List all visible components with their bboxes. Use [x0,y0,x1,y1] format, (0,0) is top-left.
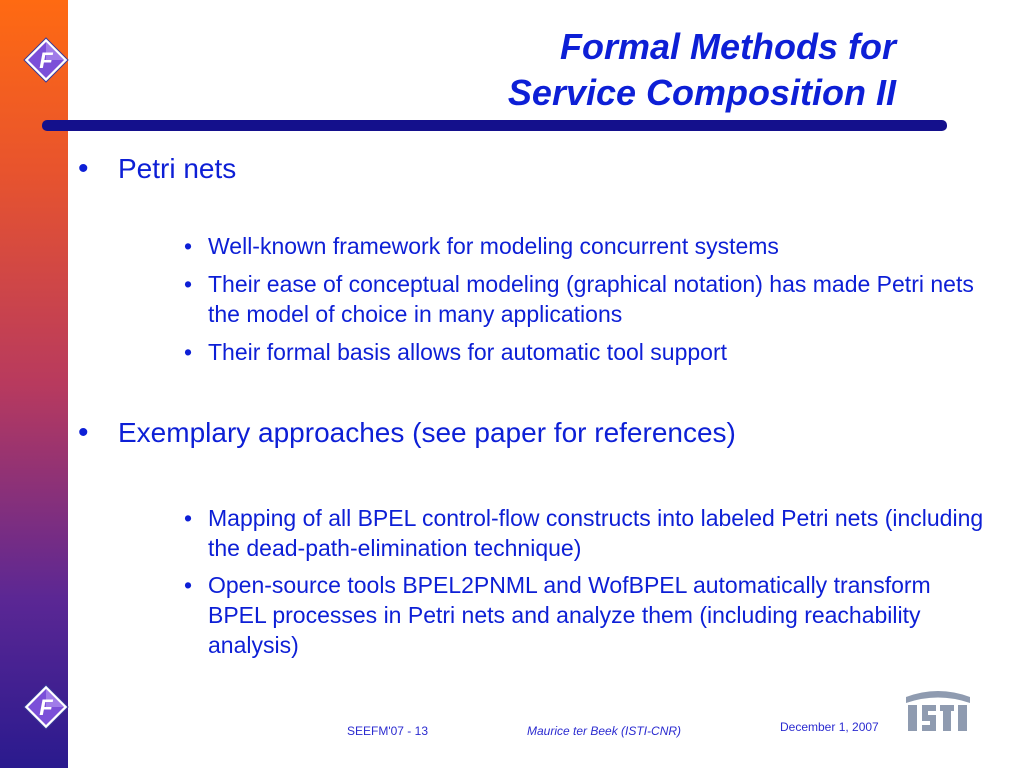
diamond-f-logo-icon [22,683,70,731]
bullet-text: Petri nets [118,153,237,184]
footer-slide-number: SEEFM'07 - 13 [347,724,428,738]
bullet-dot-icon: • [78,152,89,185]
svg-text:F: F [39,695,53,720]
bullet-dot-icon: • [78,416,89,449]
subbullet [184,503,988,563]
isti-logo-icon [902,683,974,737]
subbullet-dot-icon: • [184,505,193,531]
sidebar-gradient [0,0,68,768]
subbullet-dot-icon: • [184,233,193,259]
subbullet-text: Their ease of conceptual modeling (graphical notation) has made Petri nets the model of choice in many applications [208,271,974,327]
subbullet-dot-icon: • [184,271,193,297]
bullet-text: Exemplary approaches (see paper for references) [118,417,736,448]
footer-date: December 1, 2007 [780,720,879,734]
diamond-f-logo-icon [22,36,70,84]
subbullet-dot-icon: • [184,572,193,598]
svg-text:F: F [39,48,53,73]
subbullet-text: Mapping of all BPEL control-flow constructs into labeled Petri nets (including the dead-path-elimination technique) [208,505,984,561]
subbullet-text: Their formal basis allows for automatic tool support [208,339,727,365]
subbullet [184,269,988,329]
slide-title [508,24,896,116]
subbullet [184,231,988,261]
title-line-1: Formal Methods for [559,26,896,67]
subbullet [184,337,988,367]
bullet-exemplary-approaches [78,416,736,450]
footer-author: Maurice ter Beek (ISTI-CNR) [527,724,682,738]
subbullet [184,570,988,660]
subbullet-text: Open-source tools BPEL2PNML and WofBPEL automatically transform BPEL processes in Petri nets and analyze them (including reachability analysis) [208,572,931,658]
bullet-petri-nets [78,152,237,186]
subbullet-text: Well-known framework for modeling concurrent systems [208,233,779,259]
subbullet-dot-icon: • [184,339,193,365]
title-line-2: Service Composition II [507,72,896,113]
title-divider [42,120,947,131]
